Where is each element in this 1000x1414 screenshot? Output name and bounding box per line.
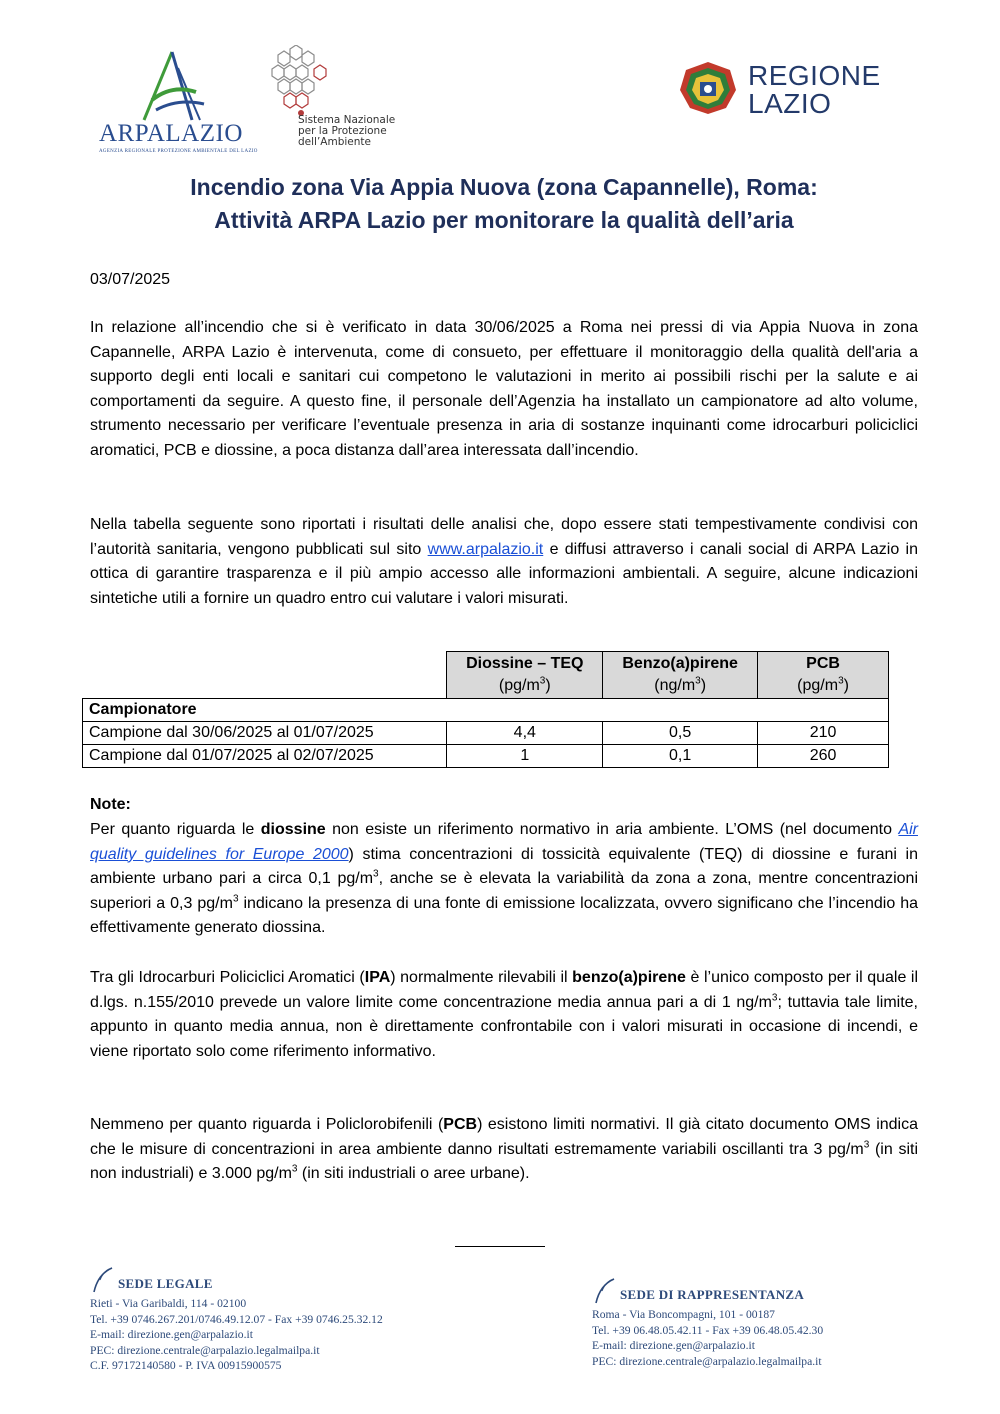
notes-heading: Note: (90, 796, 131, 813)
bold-term: diossine (260, 821, 326, 838)
title-line-1: Incendio zona Via Appia Nuova (zona Capannelle), Roma: (190, 174, 818, 200)
table-cell: 1 (447, 745, 603, 768)
header-name: Diossine – TEQ (466, 655, 584, 672)
table-cell: 4,4 (447, 722, 603, 745)
bold-term: IPA (364, 969, 391, 986)
footer-sede-legale (90, 1266, 510, 1374)
section-label: Campionatore (83, 699, 889, 722)
table-section-row (83, 699, 889, 722)
results-text-2: e diffusi attraverso i canali social di ARPA Lazio in ottica di garantire trasparenza e il più ampio accesso alle informazioni ambientali. A seguire, alcune indicazioni sintetiche utili a fornire un quadro entro cui valutare i valori misurati. (90, 540, 918, 607)
footer-heading: SEDE LEGALE (118, 1276, 213, 1291)
footer-line: Roma - Via Boncompagni, 101 - 00187 (592, 1308, 775, 1321)
arpalazio-logo (92, 48, 258, 163)
results-text-1: Nella tabella seguente sono riportati i risultati delle analisi che, dopo essere stati tempestivamente condivisi con l’autorità sanitaria, vengono pubblicati sul sito (90, 516, 918, 558)
footer-line: PEC: direzione.centrale@arpalazio.legalmailpa.it (592, 1354, 822, 1368)
results-paragraph (90, 513, 918, 611)
table-row (83, 722, 889, 745)
footer-line: E-mail: direzione.gen@arpalazio.it (592, 1339, 755, 1352)
results-table (82, 651, 889, 768)
title-line-2: Attività ARPA Lazio per monitorare la qualità dell’aria (214, 207, 794, 233)
notes-pcb-paragraph: Nemmeno per quanto riguarda i Policlorobifenili (PCB) esistono limiti normativi. Il già citato documento OMS indica che le misure di concentrazioni in area ambiente danno risultati estremamente variabili oscillanti tra 3 $pg/m^3$ (in siti non industriali) e 3.000 $pg/m^3$ (in siti industriali o aree urbane). (90, 1116, 919, 1183)
regione-line1: REGIONE (748, 60, 881, 91)
snpa-text: Sistema Nazionale per la Protezione dell’Ambiente (298, 114, 396, 148)
table-header-row (83, 652, 889, 699)
footer-heading: SEDE DI RAPPRESENTANZA (620, 1287, 805, 1302)
footer-line: Tel. +39 06.48.05.42.11 - Fax +39 06.48.05.42.30 (592, 1323, 824, 1337)
bold-term: PCB (443, 1116, 478, 1133)
notes-dioxins-paragraph: Per quanto riguarda le diossine non esiste un riferimento normativo in aria ambiente. L’OMS (nel documento Air quality guidelines for Europe 2000) stima concentrazioni di tossicità equivalente (TEQ) di diossine e furani in ambiente urbano pari a circa 0,1 $pg/m^3$, anche se è elevata la variabilità da zona a zona, mentre concentrazioni superiori a 0,3 $pg/m^3$ indicano la presenza di una fonte di emissione localizzata, ovvero significano che l’incendio ha effettivamente generato diossina. (90, 821, 919, 937)
table-header-cell: PCB $(pg/m^3)$ (758, 652, 889, 699)
hexagon-network-icon (268, 45, 368, 117)
who-guidelines-link[interactable]: Air quality guidelines for Europe 2000 (90, 821, 918, 863)
table-cell: 0,5 (603, 722, 758, 745)
table-header-cell: Benzo(a)pirene $(ng/m^3)$ (603, 652, 758, 699)
header-name: Benzo(a)pirene (622, 655, 738, 672)
footer-line: C.F. 97172140580 - P. IVA 00915900575 (90, 1359, 282, 1372)
footer-line: Tel. +39 0746.267.201/0746.49.12.07 - Fax +39 0746.25.32.12 (90, 1312, 383, 1326)
table-cell: 210 (758, 722, 889, 745)
table-row (83, 745, 889, 768)
row-label: Campione dal 30/06/2025 al 01/07/2025 (83, 722, 447, 745)
footer-line: Rieti - Via Garibaldi, 114 - 02100 (90, 1297, 247, 1310)
bold-term: benzo(a)pirene (572, 969, 686, 986)
arpa-subtitle: AGENZIA REGIONALE PROTEZIONE AMBIENTALE DEL LAZIO (99, 149, 258, 154)
header-name: PCB (806, 655, 840, 672)
arpalazio-site-link[interactable]: www.arpalazio.it (427, 540, 544, 558)
arpa-wordmark: ARPALAZIO (99, 120, 243, 147)
footer-sede-rappresentanza (592, 1277, 922, 1369)
footer-separator (455, 1246, 545, 1247)
notes-ipa-paragraph: Tra gli Idrocarburi Policiclici Aromatici (IPA) normalmente rilevabili il benzo(a)pirene è l’unico composto per il quale il d.lgs. n.155/2010 prevede un valore limite come concentrazione media annua pari a di 1 $ng/m^3$; tuttavia tale limite, appunto in quanto media annua, non è direttamente confrontabile con i valori misurati in occasione di incendi, e viene riportato solo come riferimento informativo. (90, 969, 919, 1060)
regione-lazio-logo (678, 60, 898, 120)
page-title (90, 171, 918, 237)
row-label: Campione dal 01/07/2025 al 02/07/2025 (83, 745, 447, 768)
table-corner-cell (83, 652, 447, 699)
footer-line: E-mail: direzione.gen@arpalazio.it (90, 1328, 253, 1341)
regione-crest-icon (678, 60, 738, 116)
regione-wordmark (748, 62, 881, 118)
feather-icon (90, 1266, 116, 1294)
footer-line: PEC: direzione.centrale@arpalazio.legalmailpa.it (90, 1343, 320, 1357)
table-cell: 0,1 (603, 745, 758, 768)
regione-line2: LAZIO (748, 88, 832, 119)
table-header-cell: Diossine – TEQ $(pg/m^3)$ (447, 652, 603, 699)
intro-paragraph: In relazione all’incendio che si è verificato in data 30/06/2025 a Roma nei pressi di via Appia Nuova in zona Capannelle, ARPA Lazio è intervenuta, come di consueto, per effettuare il monitoraggio della qualità dell'aria a supporto degli enti locali e sanitari cui competono le valutazioni in merito ai possibili rischi per la salute e ai comportamenti da seguire. A questo fine, il personale dell’Agenzia ha installato un campionatore ad alto volume, strumento necessario per verificare l’eventuale presenza in aria di sostanze inquinanti come idrocarburi policiclici aromatici, PCB e diossine, a poca distanza dall’area interessata dall’incendio. (90, 319, 918, 459)
document-date: 03/07/2025 (90, 271, 171, 288)
feather-icon (592, 1277, 618, 1305)
arpa-emblem-icon (92, 48, 252, 123)
snpa-logo (268, 45, 438, 155)
table-cell: 260 (758, 745, 889, 768)
